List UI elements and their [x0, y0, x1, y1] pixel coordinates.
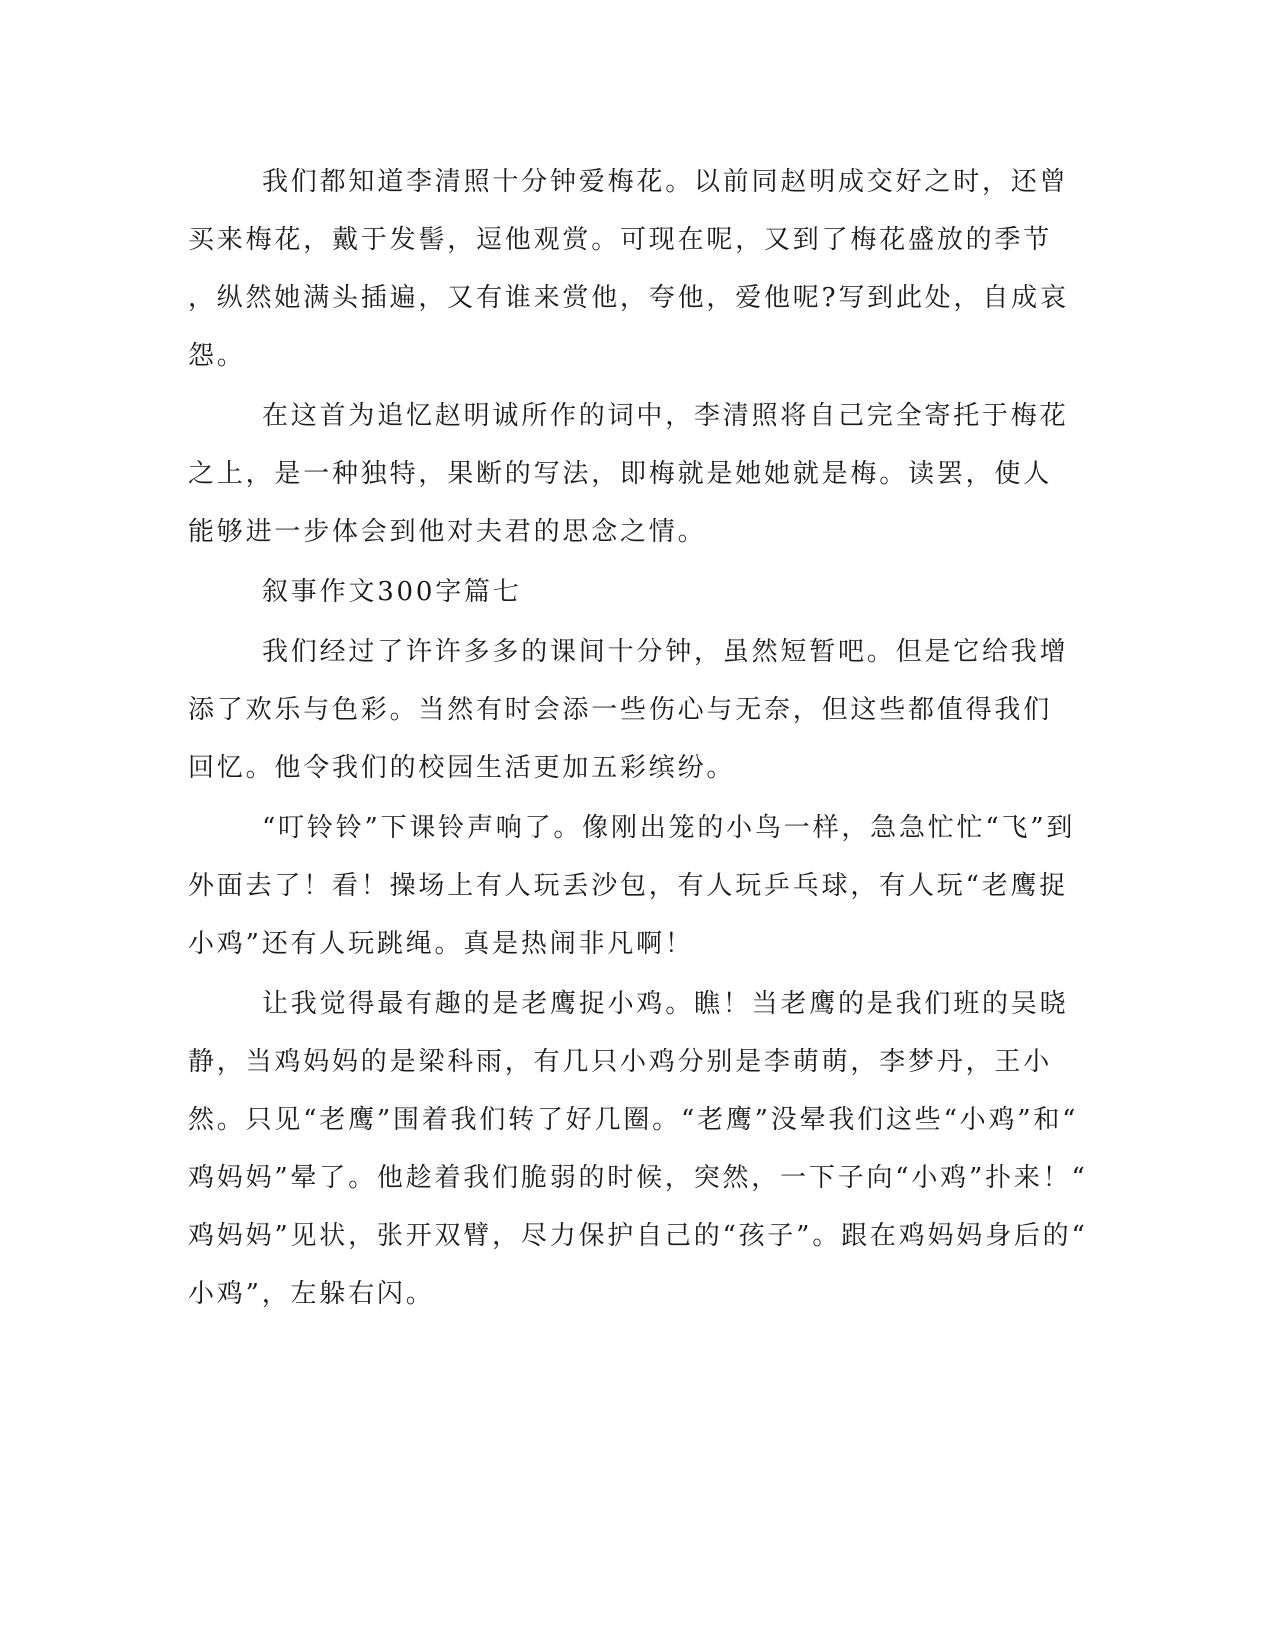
paragraph-1-line-4: 怨。 — [188, 341, 246, 371]
paragraph-2-line-1: 在这首为追忆赵明诚所作的词中，李清照将自己完全寄托于梅花 — [262, 401, 1069, 431]
paragraph-3-line-3: 回忆。他令我们的校园生活更加五彩缤纷。 — [188, 753, 736, 783]
paragraph-4-line-1: “叮铃铃”下课铃声响了。像刚出笼的小鸟一样，急急忙忙“飞”到 — [262, 813, 1076, 843]
paragraph-4-line-3: 小鸡”还有人玩跳绳。真是热闹非凡啊！ — [188, 929, 694, 959]
paragraph-5-line-2: 静，当鸡妈妈的是梁科雨，有几只小鸡分别是李萌萌，李梦丹，王小 — [188, 1047, 1053, 1077]
paragraph-5-line-5: 鸡妈妈”见状，张开双臂，尽力保护自己的“孩子”。跟在鸡妈妈身后的“ — [188, 1221, 1088, 1251]
paragraph-5-line-1: 让我觉得最有趣的是老鹰捉小鸡。瞧！当老鹰的是我们班的吴晓 — [262, 989, 1069, 1019]
paragraph-3-line-1: 我们经过了许许多多的课间十分钟，虽然短暂吧。但是它给我增 — [262, 637, 1069, 667]
paragraph-4-line-2: 外面去了！看！操场上有人玩丢沙包，有人玩乒乓球，有人玩“老鹰捉 — [188, 871, 1069, 901]
paragraph-2-line-2: 之上，是一种独特，果断的写法，即梅就是她她就是梅。读罢，使人 — [188, 459, 1053, 489]
paragraph-5-line-6: 小鸡”，左躲右闪。 — [188, 1279, 435, 1309]
paragraph-1-line-1: 我们都知道李清照十分钟爱梅花。以前同赵明成交好之时，还曾 — [262, 167, 1069, 197]
paragraph-5-line-4: 鸡妈妈”晕了。他趁着我们脆弱的时候，突然，一下子向“小鸡”扑来！“ — [188, 1163, 1088, 1193]
paragraph-5-line-3: 然。只见“老鹰”围着我们转了好几圈。“老鹰”没晕我们这些“小鸡”和“ — [188, 1105, 1079, 1135]
paragraph-2-line-3: 能够进一步体会到他对夫君的思念之情。 — [188, 517, 707, 547]
paragraph-3-line-2: 添了欢乐与色彩。当然有时会添一些伤心与无奈，但这些都值得我们 — [188, 695, 1053, 725]
section-heading: 叙事作文300字篇七 — [262, 577, 522, 607]
paragraph-1-line-2: 买来梅花，戴于发髻，逗他观赏。可现在呢，又到了梅花盛放的季节 — [188, 225, 1053, 255]
paragraph-1-line-3: ，纵然她满头插遍，又有谁来赏他，夸他，爱他呢?写到此处，自成哀 — [188, 283, 1069, 313]
